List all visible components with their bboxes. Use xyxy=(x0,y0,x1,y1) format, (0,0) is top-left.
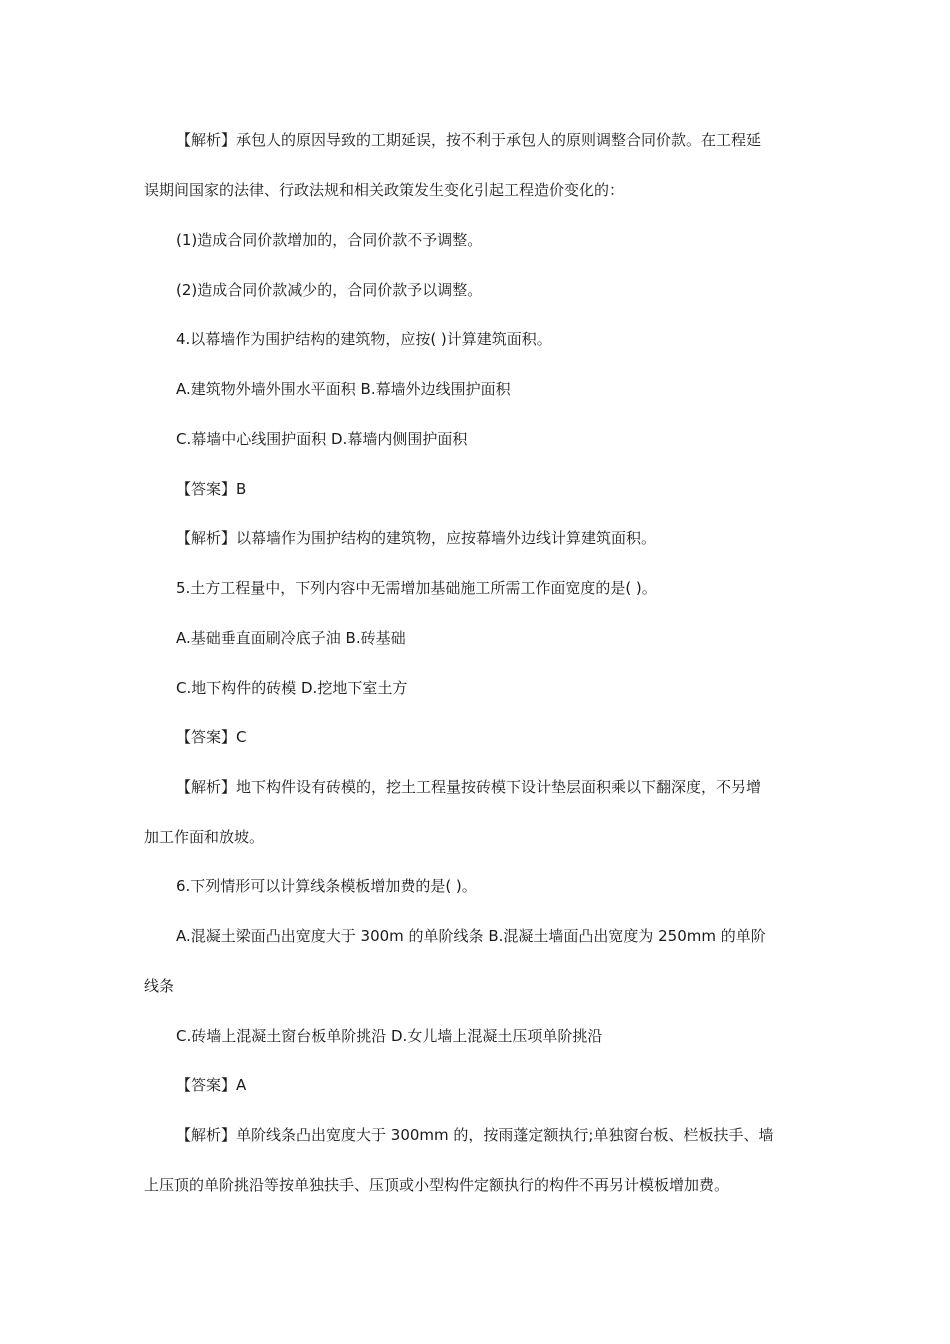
question-6-analysis-line-1: 【解析】单阶线条凸出宽度大于 300mm 的，按雨蓬定额执行;单独窗台板、栏板扶手、墙 xyxy=(176,1126,774,1144)
question-6-answer: 【答案】A xyxy=(176,1076,247,1094)
question-5-options-cd: C.地下构件的砖模 D.挖地下室土方 xyxy=(176,679,408,697)
analysis-paragraph-line-2: 误期间国家的法律、行政法规和相关政策发生变化引起工程造价变化的： xyxy=(144,181,625,199)
question-4-options-cd: C.幕墙中心线围护面积 D.幕墙内侧围护面积 xyxy=(176,430,468,448)
question-6-options-cd: C.砖墙上混凝土窗台板单阶挑沿 D.女儿墙上混凝土压项单阶挑沿 xyxy=(176,1027,603,1045)
question-6-options-ab-line-1: A.混凝土梁面凸出宽度大于 300m 的单阶线条 B.混凝土墙面凸出宽度为 250mm 的单阶 xyxy=(176,927,766,945)
question-5-analysis-line-2: 加工作面和放坡。 xyxy=(144,828,265,846)
question-4-analysis: 【解析】以幕墙作为围护结构的建筑物，应按幕墙外边线计算建筑面积。 xyxy=(176,529,657,547)
question-6-options-ab-line-2: 线条 xyxy=(144,977,175,995)
list-item-1: (1)造成合同价款增加的，合同价款不予调整。 xyxy=(176,231,483,249)
list-item-2: (2)造成合同价款减少的，合同价款予以调整。 xyxy=(176,281,483,299)
question-6-analysis-line-2: 上压顶的单阶挑沿等按单独扶手、压顶或小型构件定额执行的构件不再另计模板增加费。 xyxy=(144,1176,730,1194)
question-5-answer: 【答案】C xyxy=(176,728,247,746)
question-5-analysis-line-1: 【解析】地下构件设有砖模的，挖土工程量按砖模下设计垫层面积乘以下翻深度，不另增 xyxy=(176,778,762,796)
question-4-answer: 【答案】B xyxy=(176,480,247,498)
question-4: 4.以幕墙作为围护结构的建筑物，应按( )计算建筑面积。 xyxy=(176,330,552,348)
question-6: 6.下列情形可以计算线条模板增加费的是( )。 xyxy=(176,877,477,895)
analysis-paragraph-line-1: 【解析】承包人的原因导致的工期延误，按不利于承包人的原则调整合同价款。在工程延 xyxy=(176,131,762,149)
question-4-options-ab: A.建筑物外墙外围水平面积 B.幕墙外边线围护面积 xyxy=(176,380,511,398)
question-5: 5.土方工程量中，下列内容中无需增加基础施工所需工作面宽度的是( )。 xyxy=(176,579,657,597)
question-5-options-ab: A.基础垂直面刷冷底子油 B.砖基础 xyxy=(176,629,406,647)
